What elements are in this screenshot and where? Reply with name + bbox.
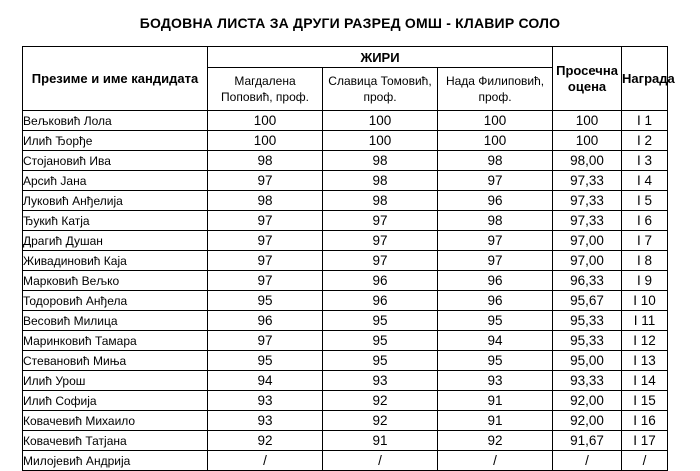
- award-cell: I 15: [622, 391, 668, 411]
- candidate-name-cell: Илић Урош: [23, 371, 208, 391]
- judge-3-score-cell: 98: [438, 211, 553, 231]
- candidate-name-cell: Арсић Јана: [23, 171, 208, 191]
- table-row: [23, 211, 668, 231]
- average-score-cell: 96,33: [553, 271, 622, 291]
- judge-2-score-cell: 98: [323, 171, 438, 191]
- table-row: [23, 271, 668, 291]
- header-judge-3: Нада Филиповић, проф.: [438, 68, 553, 111]
- header-candidate-name: Презиме и име кандидата: [23, 47, 208, 111]
- judge-2-score-cell: 97: [323, 231, 438, 251]
- judge-2-score-cell: 92: [323, 411, 438, 431]
- table-row: [23, 431, 668, 451]
- judge-2-score-cell: 100: [323, 131, 438, 151]
- award-cell: I 2: [622, 131, 668, 151]
- judge-2-score-cell: 98: [323, 191, 438, 211]
- judge-3-score-cell: 91: [438, 411, 553, 431]
- judge-1-score-cell: 97: [208, 211, 323, 231]
- candidate-name-cell: Тодоровић Анђела: [23, 291, 208, 311]
- table-row: [23, 111, 668, 131]
- average-score-cell: 97,33: [553, 211, 622, 231]
- table-row: [23, 191, 668, 211]
- judge-1-score-cell: 93: [208, 411, 323, 431]
- table-row: [23, 391, 668, 411]
- judge-3-score-cell: 91: [438, 391, 553, 411]
- candidate-name-cell: Ђукић Катја: [23, 211, 208, 231]
- judge-1-score-cell: 95: [208, 351, 323, 371]
- judge-1-score-cell: 97: [208, 271, 323, 291]
- judge-1-score-cell: /: [208, 451, 323, 471]
- award-cell: I 12: [622, 331, 668, 351]
- table-row: [23, 151, 668, 171]
- judge-1-score-cell: 97: [208, 331, 323, 351]
- candidate-name-cell: Стојановић Ива: [23, 151, 208, 171]
- candidate-name-cell: Драгић Душан: [23, 231, 208, 251]
- table-row: [23, 311, 668, 331]
- judge-3-score-cell: 100: [438, 111, 553, 131]
- judge-2-score-cell: 97: [323, 251, 438, 271]
- judge-3-score-cell: 93: [438, 371, 553, 391]
- judge-1-score-cell: 97: [208, 171, 323, 191]
- judge-2-score-cell: 96: [323, 271, 438, 291]
- judge-3-score-cell: 97: [438, 231, 553, 251]
- candidate-name-cell: Ковачевић Михаило: [23, 411, 208, 431]
- table-row: [23, 251, 668, 271]
- judge-2-score-cell: 97: [323, 211, 438, 231]
- average-score-cell: 95,33: [553, 311, 622, 331]
- candidate-name-cell: Живадиновић Каја: [23, 251, 208, 271]
- award-cell: I 7: [622, 231, 668, 251]
- candidate-name-cell: Илић Софија: [23, 391, 208, 411]
- award-cell: I 14: [622, 371, 668, 391]
- judge-2-score-cell: 91: [323, 431, 438, 451]
- award-cell: I 3: [622, 151, 668, 171]
- judge-2-score-cell: 95: [323, 311, 438, 331]
- judge-2-score-cell: 92: [323, 391, 438, 411]
- average-score-cell: 93,33: [553, 371, 622, 391]
- average-score-cell: 95,67: [553, 291, 622, 311]
- award-cell: I 4: [622, 171, 668, 191]
- candidate-name-cell: Милојевић Андрија: [23, 451, 208, 471]
- table-row: [23, 331, 668, 351]
- header-judge-1: Магдалена Поповић, проф.: [208, 68, 323, 111]
- table-row: [23, 171, 668, 191]
- average-score-cell: 92,00: [553, 411, 622, 431]
- average-score-cell: 92,00: [553, 391, 622, 411]
- judge-1-score-cell: 97: [208, 231, 323, 251]
- candidate-name-cell: Марковић Вељко: [23, 271, 208, 291]
- judge-1-score-cell: 98: [208, 191, 323, 211]
- judge-1-score-cell: 100: [208, 111, 323, 131]
- table-row: [23, 131, 668, 151]
- document-title: БОДОВНА ЛИСТА ЗА ДРУГИ РАЗРЕД ОМШ - КЛАВИР СОЛО: [139, 15, 561, 31]
- judge-1-score-cell: 100: [208, 131, 323, 151]
- average-score-cell: 91,67: [553, 431, 622, 451]
- judge-3-score-cell: 94: [438, 331, 553, 351]
- award-cell: I 10: [622, 291, 668, 311]
- judge-1-score-cell: 98: [208, 151, 323, 171]
- table-row: [23, 451, 668, 471]
- judge-3-score-cell: 96: [438, 271, 553, 291]
- average-score-cell: 95,33: [553, 331, 622, 351]
- judge-1-score-cell: 93: [208, 391, 323, 411]
- header-average: Просечна оцена: [553, 47, 622, 111]
- judge-2-score-cell: 93: [323, 371, 438, 391]
- judge-3-score-cell: 95: [438, 311, 553, 331]
- candidate-name-cell: Стевановић Миња: [23, 351, 208, 371]
- judge-3-score-cell: /: [438, 451, 553, 471]
- candidate-name-cell: Маринковић Тамара: [23, 331, 208, 351]
- judge-1-score-cell: 97: [208, 251, 323, 271]
- judge-1-score-cell: 95: [208, 291, 323, 311]
- award-cell: I 17: [622, 431, 668, 451]
- candidate-name-cell: Весовић Милица: [23, 311, 208, 331]
- table-row: [23, 411, 668, 431]
- judge-2-score-cell: /: [323, 451, 438, 471]
- average-score-cell: /: [553, 451, 622, 471]
- average-score-cell: 97,00: [553, 251, 622, 271]
- judge-3-score-cell: 97: [438, 171, 553, 191]
- table-row: [23, 351, 668, 371]
- award-cell: I 13: [622, 351, 668, 371]
- candidate-name-cell: Вељковић Лола: [23, 111, 208, 131]
- average-score-cell: 100: [553, 111, 622, 131]
- award-cell: I 11: [622, 311, 668, 331]
- average-score-cell: 97,33: [553, 171, 622, 191]
- table-row: [23, 231, 668, 251]
- judge-2-score-cell: 95: [323, 331, 438, 351]
- header-jury: ЖИРИ: [208, 47, 553, 68]
- award-cell: I 1: [622, 111, 668, 131]
- average-score-cell: 98,00: [553, 151, 622, 171]
- judge-3-score-cell: 95: [438, 351, 553, 371]
- judge-2-score-cell: 98: [323, 151, 438, 171]
- average-score-cell: 100: [553, 131, 622, 151]
- judge-3-score-cell: 92: [438, 431, 553, 451]
- judge-1-score-cell: 94: [208, 371, 323, 391]
- judge-3-score-cell: 96: [438, 191, 553, 211]
- judge-3-score-cell: 98: [438, 151, 553, 171]
- candidate-name-cell: Луковић Анђелија: [23, 191, 208, 211]
- judge-3-score-cell: 97: [438, 251, 553, 271]
- award-cell: I 8: [622, 251, 668, 271]
- award-cell: /: [622, 451, 668, 471]
- judge-3-score-cell: 100: [438, 131, 553, 151]
- judge-1-score-cell: 96: [208, 311, 323, 331]
- award-cell: I 16: [622, 411, 668, 431]
- award-cell: I 6: [622, 211, 668, 231]
- candidate-name-cell: Илић Ђорђе: [23, 131, 208, 151]
- table-row: [23, 371, 668, 391]
- judge-2-score-cell: 95: [323, 351, 438, 371]
- table-row: [23, 291, 668, 311]
- award-cell: I 9: [622, 271, 668, 291]
- average-score-cell: 97,33: [553, 191, 622, 211]
- header-judge-2: Славица Томовић, проф.: [323, 68, 438, 111]
- award-cell: I 5: [622, 191, 668, 211]
- judge-3-score-cell: 96: [438, 291, 553, 311]
- header-award: Награда: [622, 47, 668, 111]
- candidate-name-cell: Ковачевић Татјана: [23, 431, 208, 451]
- average-score-cell: 97,00: [553, 231, 622, 251]
- judge-2-score-cell: 100: [323, 111, 438, 131]
- score-table: [22, 46, 675, 471]
- judge-1-score-cell: 92: [208, 431, 323, 451]
- judge-2-score-cell: 96: [323, 291, 438, 311]
- average-score-cell: 95,00: [553, 351, 622, 371]
